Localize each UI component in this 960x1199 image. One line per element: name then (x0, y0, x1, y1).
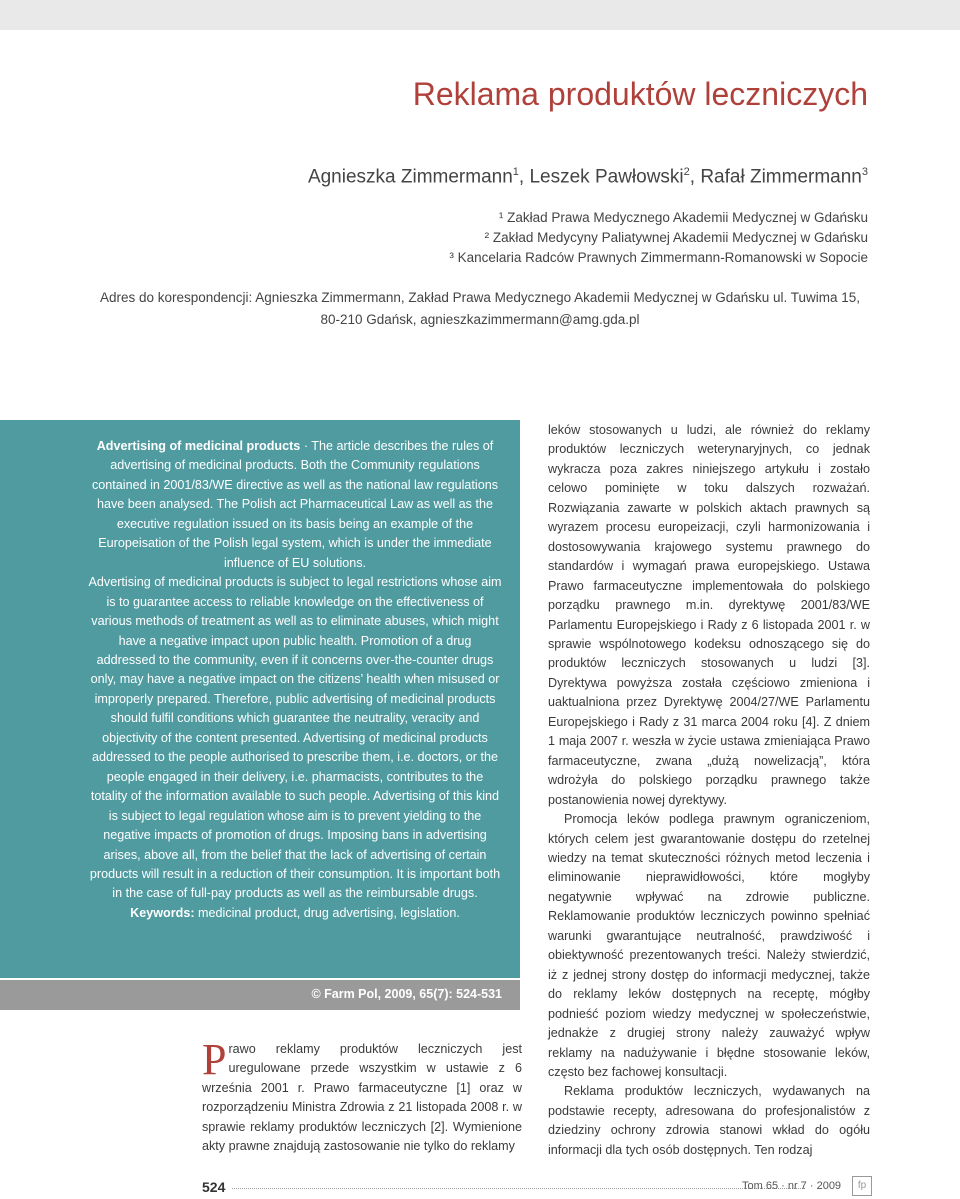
author-name: Leszek Pawłowski (529, 166, 684, 188)
intro-paragraph (202, 1035, 522, 1156)
author-affiliation-mark: 1 (512, 166, 519, 178)
footer-rule (232, 1188, 805, 1189)
article-title: Reklama produktów leczniczych (412, 76, 868, 112)
top-bar (0, 0, 960, 30)
affiliation-line: ¹ Zakład Prawa Medycznego Akademii Medycznej w Gdańsku (498, 210, 868, 225)
abstract-separator: · (300, 439, 312, 453)
page-footer (0, 1174, 960, 1199)
author-name: Agnieszka Zimmermann (307, 166, 513, 188)
author-separator: , (518, 166, 530, 188)
journal-issue: Tom 65 · nr 7 · 2009 (742, 1180, 842, 1192)
correspondence-address: Adres do korespondencji: Agnieszka Zimmermann, Zakład Prawa Medycznego Akademii Medycznej w Gdańsku ul. Tuwima 15, 80-210 Gdańsk, agnieszkazimmermann@amg.gda.pl (99, 290, 861, 327)
affiliations (449, 208, 868, 268)
keywords: medicinal product, drug advertising, legislation. (194, 905, 460, 920)
abstract-heading: Advertising of medicinal products (96, 439, 301, 453)
keywords-label: Keywords: (130, 905, 195, 920)
page-number: 524 (202, 1179, 226, 1195)
body-paragraph: Promocja leków podlega prawnym ograniczeniom, których celem jest gwarantowanie dostępu do rzetelnej wiedzy na temat skuteczności różnych metod leczenia i eliminowanie nieprawidłowości, które mogłyby negatywnie wpływać na zdrowie publiczne. Reklamowanie produktów leczniczych powinno spełniać warunki gwarantujące neutralność, prawdziwość i obiektywność prezentowanych treści. Należy stwierdzić, iż z jednej strony dostęp do informacji medycznej, także do reklamy leków dostępnych na receptę, mógłby podnieść poziom wiedzy medycznej w społeczeństwie, jednakże z drugiej strony należy zauważyć wpływ reklamy na nadużywanie i błędne stosowanie leków, często bez fachowej konsultacji. (548, 812, 870, 1079)
body-paragraph: leków stosowanych u ludzi, ale również do reklamy produktów leczniczych weterynaryjnych, co jednak wykracza poza zakres niniejszego artykułu i zostało celowo pominięte w toku dalszych rozważań. Rozwiązania zawarte w polskich aktach prawnych są wyrazem procesu europeizacji, czyli harmonizowania i dostosowywania krajowego systemu prawnego do standardów i wymagań prawa europejskiego. Ustawa Prawo farmaceutyczne implementowała do polskiego porządku prawnego m.in. dyrektywę 2001/83/WE Parlamentu Europejskiego i Rady z 6 listopada 2001 r. w sprawie wspólnotowego kodeksu odnoszącego się do produktów leczniczych stosowanych u ludzi [3]. Dyrektywa powyższa została częściowo zmieniona i uaktualniona przez Dyrektywę 2004/27/WE Parlamentu Europejskiego i Rady z 31 marca 2004 roku [4]. Z dniem 1 maja 2007 r. weszła w życie ustawa zmieniająca Prawo farmaceutyczne, zwana „dużą nowelizacją”, która wdrożyła do polskiego porządku prawnego także postanowienia nowej dyrektywy. (548, 423, 870, 807)
affiliation-line: ² Zakład Medycyny Paliatywnej Akademii Medycznej w Gdańsku (484, 230, 868, 245)
abstract-paragraph: Advertising of medicinal products is subject to legal restrictions whose aim is to guarantee access to reliable knowledge on the effectiveness of various methods of treatment as well as to eliminate abuses, which might have a negative impact upon public health. Promotion of a drug addressed to the community, even if it concerns over-the-counter drugs only, may have a negative impact on the citizens’ health when misused or improperly prepared. Therefore, public advertising of medicinal products should fulfil conditions which guarantee the neutrality, veracity and objectivity of the content presented. Advertising of medicinal products addressed to the people authorised to prescribe them, i.e. doctors, or the people engaged in their delivery, i.e. pharmacists, contributes to the totality of the information available to such people. Advertising of this kind is subject to legal regulation whose aim is to prevent yielding to the negative impacts of promotion of drugs. Imposing bans in advertising arises, above all, from the belief that the lack of advertising of certain products will result in a reduction of their consumption. It is important both in the case of full-pay products as well as the reimbursable drugs. (88, 575, 502, 901)
author-affiliation-mark: 2 (683, 166, 690, 178)
drop-cap: P (202, 1035, 227, 1084)
author-list (308, 166, 868, 188)
citation-bar (0, 980, 520, 1010)
author-affiliation-mark: 3 (861, 166, 868, 178)
body-paragraph: Reklama produktów leczniczych, wydawanych na podstawie recepty, adresowana do profesjonalistów z dziedziny ochrony zdrowia stanowi wkład do ogółu informacji dla tych osób dostępnych. Ten rodzaj (548, 1084, 870, 1157)
right-column (548, 421, 870, 1160)
author-separator: , (689, 166, 701, 188)
journal-logo-icon: fp (852, 1176, 872, 1196)
affiliation-line: ³ Kancelaria Radców Prawnych Zimmermann-Romanowski w Sopocie (449, 250, 868, 265)
author-name: Rafał Zimmermann (700, 166, 862, 188)
intro-text: rawo reklamy produktów leczniczych jest uregulowane przede wszystkim w ustawie z 6 września 2001 r. Prawo farmaceutyczne [1] oraz w rozporządzeniu Ministra Zdrowia z 21 listopada 2008 r. w sprawie reklamy produktów leczniczych [2]. Wymienione akty prawne znajdują zastosowanie nie tylko do reklamy (202, 1042, 522, 1154)
abstract-box (0, 420, 520, 978)
citation: © Farm Pol, 2009, 65(7): 524-531 (311, 987, 502, 1001)
abstract-paragraph: The article describes the rules of advertising of medicinal products. Both the Community regulations contained in 2001/83/WE directive as well as the national law regulations have been analysed. The Polish act Pharmaceutical Law as well as the executive regulation issued on its basis being an example of the Europeisation of the Polish legal system, which is under the immediate influence of EU solutions. (91, 439, 499, 570)
abstract-text (88, 437, 502, 923)
